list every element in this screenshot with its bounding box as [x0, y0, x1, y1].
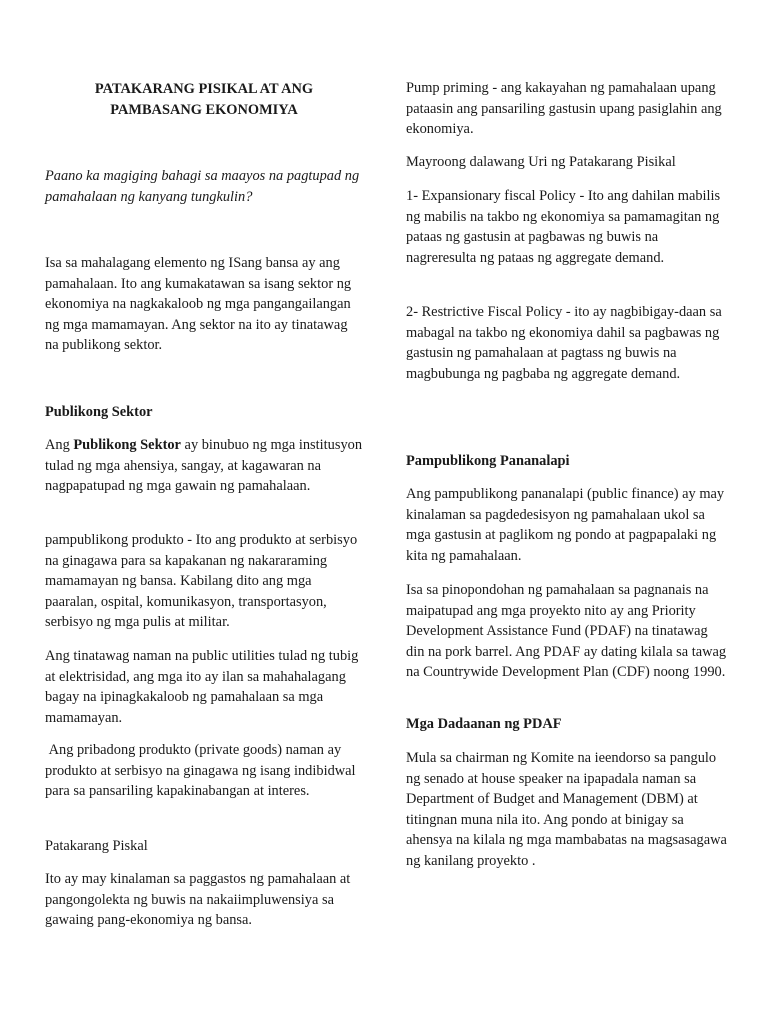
heading-mga-dadaanan-ng-pdaf: Mga Dadaanan ng PDAF — [406, 716, 562, 732]
patakarang-piskal-label: Patakarang Piskal — [45, 838, 148, 854]
title-line-1: PATAKARANG PISIKAL AT ANG — [94, 81, 314, 97]
document-title — [45, 79, 363, 120]
pampublikong-produkto-paragraph: pampublikong produkto - Ito ang produkto at serbisyo na ginagawa para sa kapakanan ng nakararaming mamamayan ng bansa. Kabilang dito ang mga paaralan, ospital, komunikasyon, transportasyon, serbisyo ng mga pulis at militar. — [45, 532, 358, 631]
dalawang-uri-paragraph: Mayroong dalawang Uri ng Patakarang Pisikal — [406, 154, 676, 170]
pump-priming-paragraph: Pump priming - ang kakayahan ng pamahalaan upang pataasin ang pansariling gastusin upang pasiglahin ang ekonomiya. — [406, 80, 722, 138]
pdaf-paragraph: Isa sa pinopondohan ng pamahalaan sa pagnanais na maipatupad ang mga proyekto nito ay ang Priority Development Assistance Fund (PDAF) na tinatawag din na pork barrel. Ang PDAF ay dating kilala sa tawag na Countrywide Development Plan (CDF) noong 1990. — [406, 582, 727, 681]
public-utilities-paragraph: Ang tinatawag naman na public utilities tulad ng tubig at elektrisidad, ang mga ito ay ilan sa mahahalagang bagay na ipinagkakaloob ng pamahalaan sa mga mamamayan. — [45, 648, 359, 726]
pribadong-produkto-paragraph: Ang pribadong produkto (private goods) naman ay produkto at serbisyo na ginagawa ng isang indibidwal para sa pansariling kapakinabangan at interes. — [45, 742, 360, 800]
guiding-question: Paano ka magiging bahagi sa maayos na pagtupad ng pamahalaan ng kanyang tungkulin? — [45, 168, 360, 205]
publikong-sektor-paragraph — [45, 435, 363, 497]
p1-bold-term: Publikong Sektor — [73, 437, 181, 453]
intro-paragraph: Isa sa mahalagang elemento ng ISang bansa ay ang pamahalaan. Ito ang kumakatawan sa isang sektor ng ekonomiya na nagkakaloob ng mga pangangailangan ng mga mamamayan. Ang sektor na ito ay tinatawag na publikong sektor. — [45, 255, 352, 354]
title-line-2: PAMBASANG EKONOMIYA — [110, 101, 298, 118]
p1-prefix: Ang — [45, 437, 74, 453]
expansionary-policy-paragraph: 1- Expansionary fiscal Policy - Ito ang dahilan mabilis ng mabilis na takbo ng ekonomiya sa pamamagitan ng pataas ng gastusin at pagbawas ng buwis na nagreresulta ng pataas ng aggregate demand. — [406, 188, 721, 266]
p1-rest: ay binubuo ng mga institusyon tulad ng mga ahensiya, sangay, at kagawaran na nagpapatupad ng mga gawain ng pamahalaan. — [45, 437, 363, 495]
patakarang-piskal-definition: Ito ay may kinalaman sa paggastos ng pamahalaan at pangongolekta ng buwis na nakaiimpluwensiya sa gawaing pang-ekonomiya ng bansa. — [45, 871, 351, 929]
heading-publikong-sektor: Publikong Sektor — [45, 404, 153, 420]
public-finance-paragraph: Ang pampublikong pananalapi (public finance) ay may kinalaman sa pagdedesisyon ng pamahalaan ukol sa mga gastusin at paglikom ng pondo at pagpapalaki ng kita ng pamahalaan. — [406, 486, 725, 564]
pdaf-process-paragraph: Mula sa chairman ng Komite na ieendorso sa pangulo ng senado at house speaker na ipapadala naman sa Department of Budget and Management (DBM) at titingnan muna nila ito. Ang pondo at binigay sa ahensya na kilala ng mga mambabatas na magsasagawa ng kanilang proyekto . — [406, 750, 727, 869]
restrictive-policy-paragraph: 2- Restrictive Fiscal Policy - ito ay nagbibigay-daan sa mabagal na takbo ng ekonomiya dahil sa pagbawas ng gastusin ng pamahalaan at pagtass ng buwis na magbubunga ng pagbaba ng aggregate demand. — [406, 304, 722, 382]
heading-pampublikong-pananalapi: Pampublikong Pananalapi — [406, 453, 570, 469]
